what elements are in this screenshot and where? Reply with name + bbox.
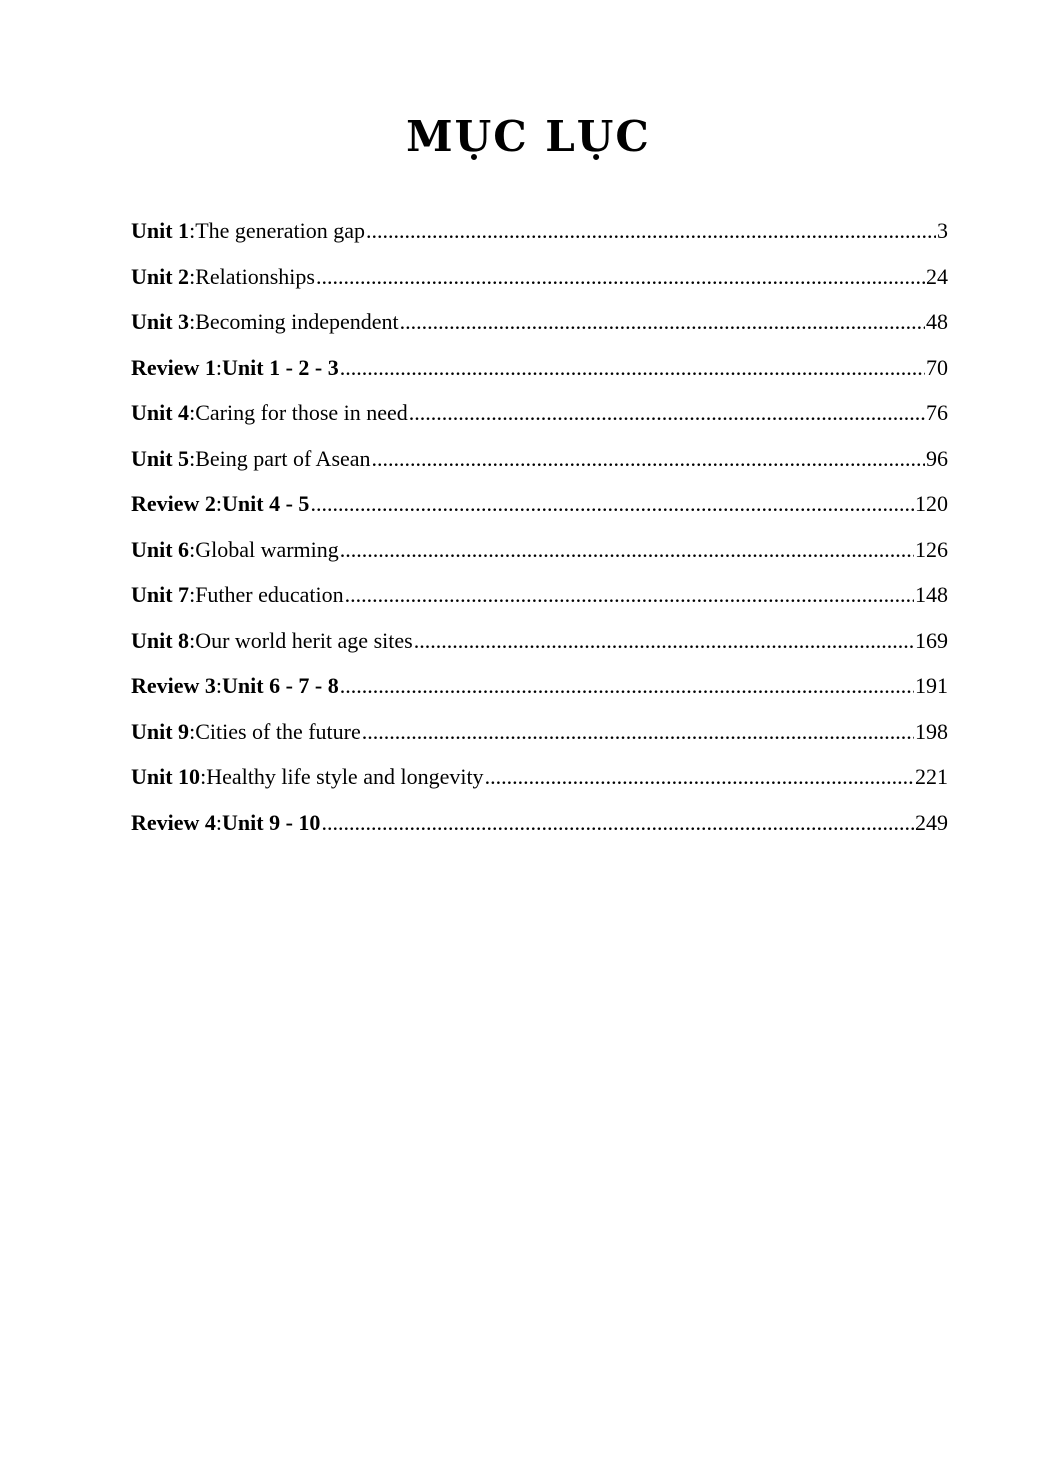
- toc-entry[interactable]: [131, 759, 948, 805]
- entry-page-number: 221: [915, 764, 948, 789]
- entry-title: Unit 4 - 5: [222, 491, 310, 516]
- dot-leader: [340, 668, 914, 704]
- entry-label: Unit 9: [131, 718, 190, 744]
- toc-entry[interactable]: [131, 623, 948, 669]
- entry-title: Futher education: [195, 582, 344, 607]
- dot-leader: [340, 350, 925, 386]
- entry-title: Unit 6 - 7 - 8: [222, 673, 339, 698]
- entry-label: Unit 5: [131, 445, 190, 471]
- entry-page-number: 96: [926, 445, 948, 471]
- dot-leader: [362, 714, 914, 750]
- entry-separator: :: [200, 764, 207, 789]
- dot-leader: [414, 623, 914, 659]
- entry-page-number: 24: [926, 263, 948, 289]
- entry-label: Unit 6: [131, 536, 190, 562]
- entry-label: Review 2: [131, 491, 216, 516]
- dot-leader: [400, 304, 925, 340]
- entry-separator: :: [189, 263, 196, 289]
- entry-separator: :: [189, 582, 196, 607]
- entry-separator: :: [189, 627, 196, 653]
- entry-page-number: 48: [926, 309, 948, 334]
- toc-review-entry[interactable]: [131, 668, 948, 714]
- entry-label: Unit 3: [131, 309, 190, 334]
- entry-page-number: 198: [915, 718, 948, 744]
- entry-label: Review 1: [131, 354, 216, 380]
- entry-page-number: 70: [926, 354, 948, 380]
- entry-page-number: 76: [926, 400, 948, 425]
- entry-separator: :: [189, 309, 196, 334]
- entry-title: Becoming independent: [195, 309, 399, 334]
- toc-entry[interactable]: [131, 714, 948, 760]
- entry-page-number: 120: [915, 491, 948, 516]
- entry-separator: :: [215, 491, 223, 516]
- entry-label: Unit 2: [131, 263, 190, 289]
- entry-separator: :: [215, 354, 223, 380]
- toc-review-entry[interactable]: [131, 486, 948, 532]
- entry-title: Caring for those in need: [195, 400, 408, 425]
- dot-leader: [310, 486, 914, 522]
- entry-separator: :: [189, 718, 196, 744]
- page-title: MỤC LỤC: [406, 112, 651, 161]
- entry-label: Unit 4: [131, 400, 190, 425]
- dot-leader: [409, 395, 925, 431]
- toc-entry[interactable]: [131, 577, 948, 623]
- toc-entry[interactable]: [131, 441, 948, 487]
- toc-entry[interactable]: [131, 304, 948, 350]
- entry-title: Unit 1 - 2 - 3: [222, 354, 339, 380]
- entry-page-number: 148: [915, 582, 948, 607]
- entry-separator: :: [189, 445, 196, 471]
- dot-leader: [316, 259, 925, 295]
- dot-leader: [345, 577, 914, 613]
- entry-title: Relationships: [195, 263, 315, 289]
- dot-leader: [366, 213, 936, 249]
- dot-leader: [372, 441, 925, 477]
- entry-separator: :: [215, 673, 223, 698]
- entry-page-number: 191: [915, 673, 948, 698]
- entry-page-number: 3: [937, 218, 948, 243]
- toc-entry[interactable]: [131, 259, 948, 305]
- toc-review-entry[interactable]: [131, 805, 948, 851]
- entry-page-number: 126: [915, 536, 948, 562]
- entry-label: Unit 8: [131, 627, 190, 653]
- entry-title: Unit 9 - 10: [222, 809, 321, 835]
- toc-review-entry[interactable]: [131, 350, 948, 396]
- entry-separator: :: [189, 218, 196, 243]
- toc-entry[interactable]: [131, 532, 948, 578]
- entry-label: Review 3: [131, 673, 216, 698]
- dot-leader: [321, 805, 914, 841]
- entry-separator: :: [189, 400, 196, 425]
- entry-page-number: 169: [915, 627, 948, 653]
- dot-leader: [340, 532, 914, 568]
- entry-title: Healthy life style and longevity: [206, 764, 484, 789]
- table-of-contents: [131, 213, 948, 850]
- entry-page-number: 249: [915, 809, 948, 835]
- entry-title: Being part of Asean: [195, 445, 371, 471]
- toc-entry[interactable]: [131, 395, 948, 441]
- toc-entry[interactable]: [131, 213, 948, 259]
- entry-separator: :: [189, 536, 196, 562]
- entry-title: Global warming: [195, 536, 339, 562]
- dot-leader: [485, 759, 914, 795]
- entry-title: Our world herit age sites: [195, 627, 413, 653]
- entry-label: Review 4: [131, 809, 216, 835]
- entry-title: Cities of the future: [195, 718, 361, 744]
- entry-separator: :: [215, 809, 223, 835]
- entry-title: The generation gap: [195, 218, 365, 243]
- entry-label: Unit 1: [131, 218, 190, 243]
- entry-label: Unit 7: [131, 582, 190, 607]
- entry-label: Unit 10: [131, 764, 201, 789]
